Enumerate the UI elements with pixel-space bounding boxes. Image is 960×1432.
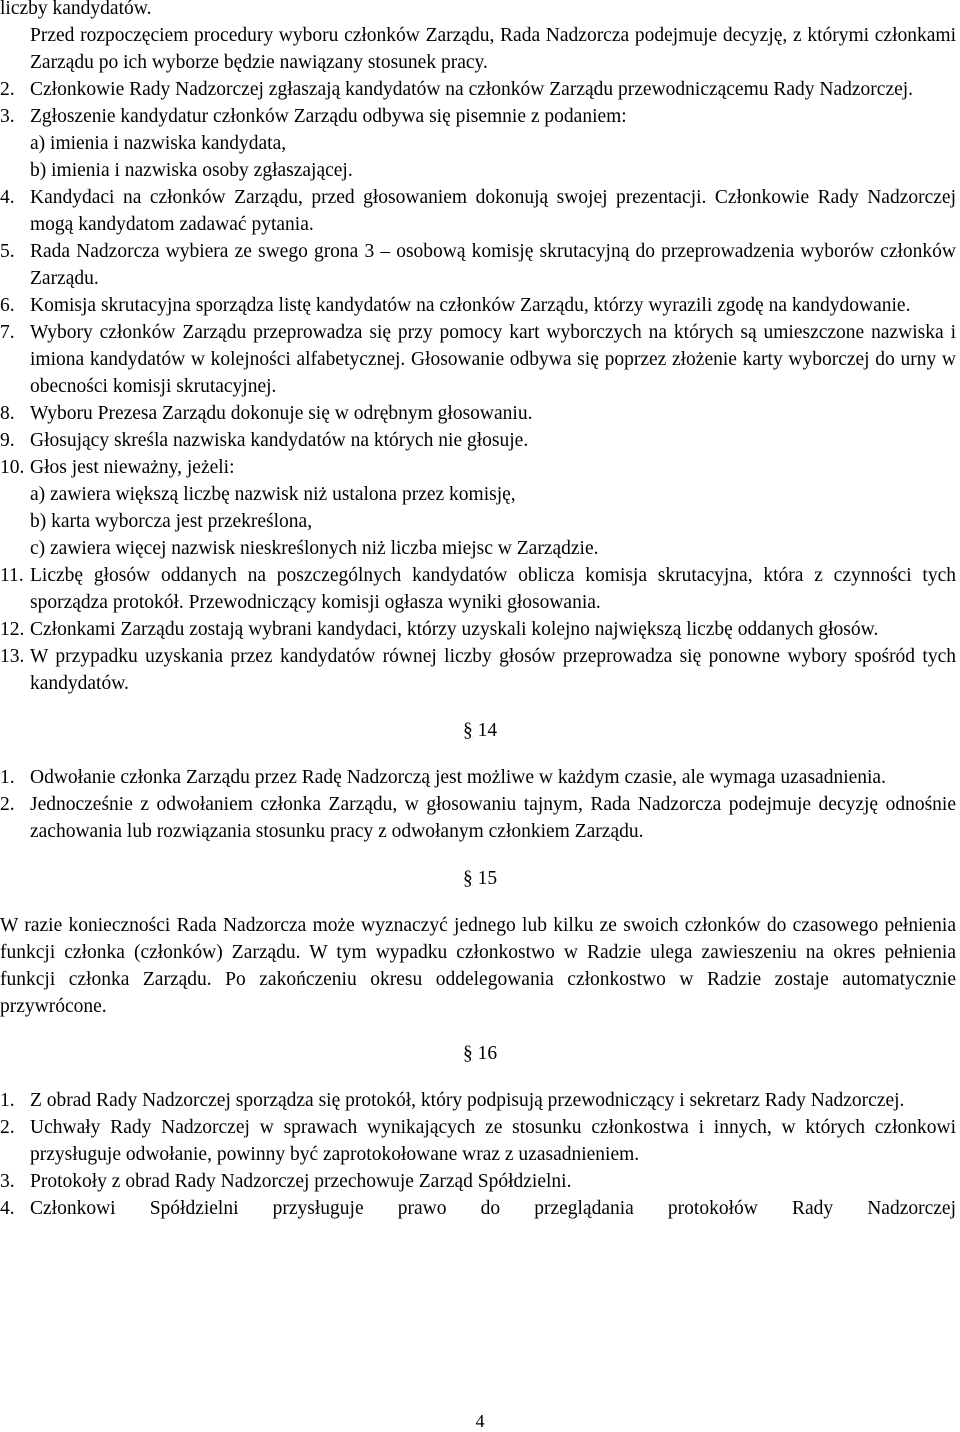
item-text: Głos jest nieważny, jeżeli: xyxy=(30,457,235,478)
fragment-line: liczby kandydatów. xyxy=(0,0,152,19)
item-number: 13. xyxy=(0,646,25,667)
list-item xyxy=(0,791,956,845)
list-item xyxy=(0,616,956,643)
list-item xyxy=(0,562,956,616)
section-number: 15 xyxy=(477,868,498,889)
list-points-16 xyxy=(0,1087,956,1222)
item-number: 2. xyxy=(0,79,15,100)
item-number: 2. xyxy=(0,1117,15,1138)
list-item xyxy=(0,1168,956,1195)
sub-item: c) zawiera więcej nazwisk nieskreślonych niż liczba miejsc w Zarządzie. xyxy=(30,538,599,559)
list-item xyxy=(0,238,956,292)
section-heading-14 xyxy=(0,717,956,744)
item-text: Członkami Zarządu zostają wybrani kandydaci, którzy uzyskali kolejno największą liczbę oddanych głosów. xyxy=(30,619,879,640)
item-number: 4. xyxy=(0,1198,15,1219)
item-text: Wyboru Prezesa Zarządu dokonuje się w odrębnym głosowaniu. xyxy=(30,403,533,424)
item-number: 10. xyxy=(0,457,25,478)
list-item xyxy=(0,454,956,562)
item-number: 9. xyxy=(0,430,15,451)
item-number: 12. xyxy=(0,619,25,640)
list-item xyxy=(0,1087,956,1114)
item-text: Protokoły z obrad Rady Nadzorczej przechowuje Zarząd Spółdzielni. xyxy=(30,1171,572,1192)
list-item xyxy=(0,76,956,103)
sub-item: a) imienia i nazwiska kandydata, xyxy=(30,133,287,154)
section-symbol: § xyxy=(462,720,473,741)
item-number: 8. xyxy=(0,403,15,424)
item-number: 11. xyxy=(0,565,24,586)
section-number: 14 xyxy=(477,720,498,741)
list-item xyxy=(0,1114,956,1168)
item-text: Rada Nadzorcza wybiera ze swego grona 3 – osobową komisję skrutacyjną do przeprowadzenia wyborów członków Zarządu. xyxy=(30,241,956,289)
sub-item: b) imienia i nazwiska osoby zgłaszającej. xyxy=(30,160,353,181)
list-item xyxy=(0,292,956,319)
item-number: 3. xyxy=(0,106,15,127)
intro-paragraph: Przed rozpoczęciem procedury wyboru członków Zarządu, Rada Nadzorcza podejmuje decyzję, z którymi członkami Zarządu po ich wyborze będzie nawiązany stosunek pracy. xyxy=(30,25,956,73)
list-points-14 xyxy=(0,764,956,845)
section-heading-15 xyxy=(0,865,956,892)
item-number: 6. xyxy=(0,295,15,316)
list-item xyxy=(0,184,956,238)
list-points-a xyxy=(0,76,956,697)
item-text: Wybory członków Zarządu przeprowadza się przy pomocy kart wyborczych na których są umieszczone nazwiska i imiona kandydatów w kolejności alfabetycznej. Głosowanie odbywa się poprzez złożenie karty wyborczej do urny w obecności komisji skrutacyjnej. xyxy=(30,322,956,397)
list-item xyxy=(0,400,956,427)
item-number: 1. xyxy=(0,767,15,788)
paragraph-15: W razie konieczności Rada Nadzorcza może wyznaczyć jednego lub kilku ze swoich członków do czasowego pełnienia funkcji członka (członków) Zarządu. W tym wypadku członkostwo w Radzie ulega zawieszeniu na okres pełnienia funkcji członka Zarządu. Po zakończeniu okresu oddelegowania członkostwo w Radzie zostaje automatycznie przywrócone. xyxy=(0,915,956,1017)
section-heading-16 xyxy=(0,1040,956,1067)
item-text: Głosujący skreśla nazwiska kandydatów na których nie głosuje. xyxy=(30,430,529,451)
sub-item: a) zawiera większą liczbę nazwisk niż ustalona przez komisję, xyxy=(30,484,516,505)
item-text: Kandydaci na członków Zarządu, przed głosowaniem dokonują swojej prezentacji. Członkowie Rady Nadzorczej mogą kandydatom zadawać pytania. xyxy=(30,187,956,235)
section-symbol: § xyxy=(462,868,473,889)
item-number: 1. xyxy=(0,1090,15,1111)
item-text: Członkowi Spółdzielni przysługuje prawo do przeglądania protokołów Rady Nadzorczej xyxy=(30,1198,956,1219)
sub-item: b) karta wyborcza jest przekreślona, xyxy=(30,511,313,532)
item-text: Z obrad Rady Nadzorczej sporządza się protokół, który podpisują przewodniczący i sekretarz Rady Nadzorczej. xyxy=(30,1090,905,1111)
item-text: Zgłoszenie kandydatur członków Zarządu odbywa się pisemnie z podaniem: xyxy=(30,106,627,127)
item-text: Jednocześnie z odwołaniem członka Zarządu, w głosowaniu tajnym, Rada Nadzorcza podejmuje decyzję odnośnie zachowania lub rozwiązania stosunku pracy z odwołanym członkiem Zarządu. xyxy=(30,794,956,842)
section-number: 16 xyxy=(477,1043,498,1064)
item-number: 3. xyxy=(0,1171,15,1192)
item-number: 2. xyxy=(0,794,15,815)
list-item xyxy=(0,319,956,400)
item-number: 4. xyxy=(0,187,15,208)
list-item xyxy=(0,1195,956,1222)
section-symbol: § xyxy=(462,1043,473,1064)
item-text: Uchwały Rady Nadzorczej w sprawach wynikających ze stosunku członkostwa i innych, w których członkowi przysługuje odwołanie, powinny być zaprotokołowane wraz z uzasadnieniem. xyxy=(30,1117,956,1165)
list-item xyxy=(0,764,956,791)
item-text: Członkowie Rady Nadzorczej zgłaszają kandydatów na członków Zarządu przewodniczącemu Rady Nadzorczej. xyxy=(30,79,914,100)
item-number: 7. xyxy=(0,322,15,343)
list-item xyxy=(0,643,956,697)
item-text: Liczbę głosów oddanych na poszczególnych kandydatów oblicza komisja skrutacyjna, która z czynności tych sporządza protokół. Przewodniczący komisji ogłasza wyniki głosowania. xyxy=(30,565,956,613)
list-item xyxy=(0,427,956,454)
page-number: 4 xyxy=(475,1411,485,1431)
item-text: W przypadku uzyskania przez kandydatów równej liczby głosów przeprowadza się ponowne wybory spośród tych kandydatów. xyxy=(30,646,956,694)
item-number: 5. xyxy=(0,241,15,262)
item-text: Odwołanie członka Zarządu przez Radę Nadzorczą jest możliwe w każdym czasie, ale wymaga uzasadnienia. xyxy=(30,767,886,788)
list-item xyxy=(0,103,956,184)
item-text: Komisja skrutacyjna sporządza listę kandydatów na członków Zarządu, którzy wyrazili zgodę na kandydowanie. xyxy=(30,295,911,316)
